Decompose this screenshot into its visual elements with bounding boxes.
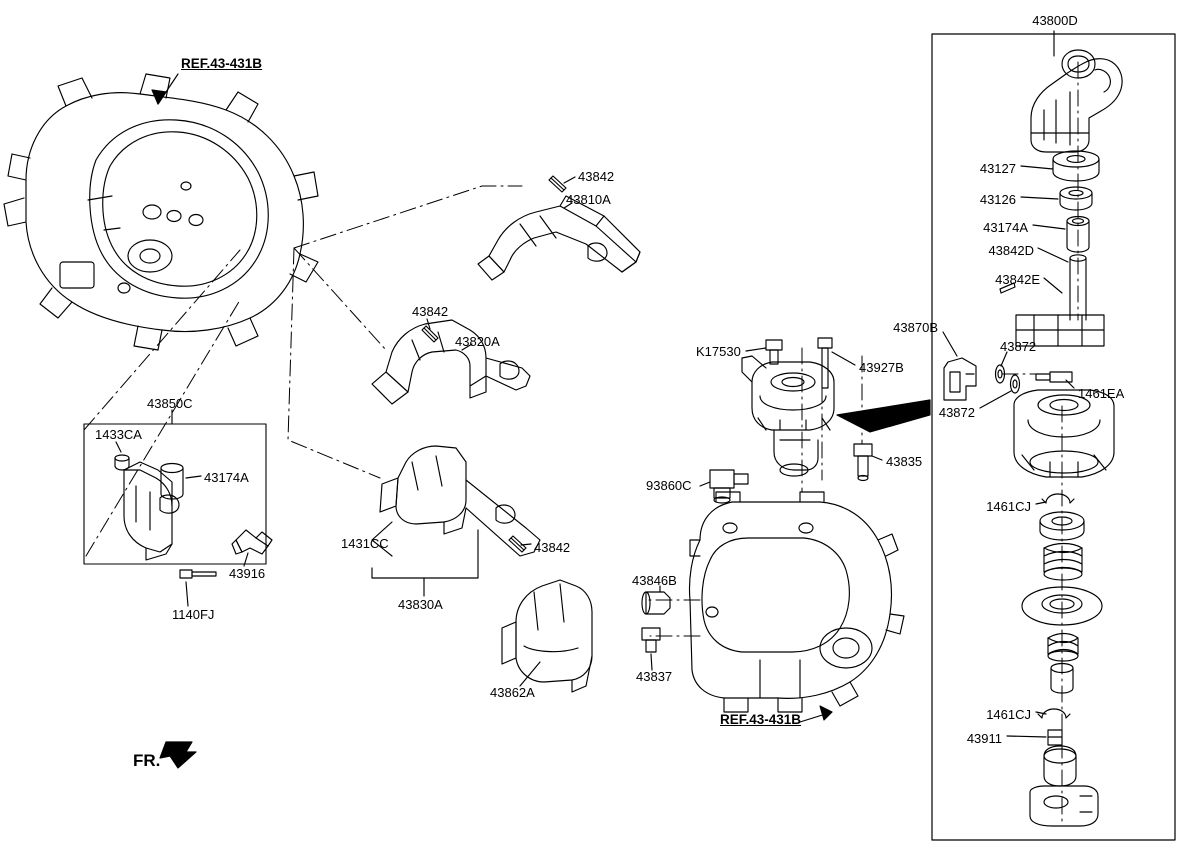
part-label-43842D: 43842D bbox=[988, 243, 1034, 258]
part-label-43862A: 43862A bbox=[490, 685, 535, 700]
part-43850C-bracket bbox=[124, 462, 179, 560]
part-43842-pin-right bbox=[509, 536, 526, 552]
part-label-43126: 43126 bbox=[979, 192, 1016, 207]
part-label-1433CA: 1433CA bbox=[95, 427, 142, 442]
part-transmission-case-left bbox=[4, 74, 318, 350]
part-label-43174A-right: 43174A bbox=[983, 220, 1028, 235]
part-label-43846B: 43846B bbox=[632, 573, 677, 588]
part-K17530-bolt bbox=[766, 340, 782, 364]
part-label-43927B: 43927B bbox=[859, 360, 904, 375]
part-43810A-fork bbox=[478, 196, 640, 280]
part-transmission-case-bottom bbox=[689, 492, 904, 712]
leader-93860C bbox=[700, 482, 710, 486]
part-label-43820A: 43820A bbox=[455, 334, 500, 349]
panel-43800D-border bbox=[932, 34, 1175, 840]
part-label-43842-right: 43842 bbox=[534, 540, 571, 555]
part-1140FJ-bolt bbox=[180, 570, 216, 578]
part-43927B-bolt bbox=[818, 338, 832, 388]
part-43837-bolt bbox=[642, 628, 660, 652]
panel-label-43800D: 43800D bbox=[1032, 13, 1078, 28]
front-direction-label: FR. bbox=[133, 751, 161, 770]
part-label-1140FJ: 1140FJ bbox=[172, 607, 215, 622]
part-label-43842-top: 43842 bbox=[578, 169, 615, 184]
box-43850C bbox=[84, 424, 266, 564]
arrowhead-ref-bottom bbox=[820, 706, 832, 720]
part-label-1461CJ-bottom: 1461CJ bbox=[986, 707, 1031, 722]
part-label-43830A: 43830A bbox=[398, 597, 443, 612]
leader-43837 bbox=[651, 654, 652, 670]
fr-direction-arrow bbox=[160, 742, 196, 768]
part-label-1461CJ-top: 1461CJ bbox=[986, 499, 1031, 514]
leader-1140FJ bbox=[186, 582, 188, 606]
part-label-93860C: 93860C bbox=[646, 478, 692, 493]
part-label-43835: 43835 bbox=[886, 454, 923, 469]
part-label-43842E: 43842E bbox=[995, 272, 1040, 287]
leader-K17530 bbox=[746, 348, 766, 351]
part-43835-plug bbox=[854, 444, 872, 481]
part-label-43911: 43911 bbox=[966, 731, 1002, 746]
leader-43842-top bbox=[564, 177, 575, 183]
connector-arrow-band bbox=[837, 400, 930, 432]
part-label-43810A: 43810A bbox=[566, 192, 611, 207]
part-43846B-plug bbox=[642, 592, 670, 614]
leader-43927B bbox=[832, 352, 855, 365]
part-label-43870B: 43870B bbox=[893, 320, 938, 335]
part-label-K17530: K17530 bbox=[696, 344, 741, 359]
leader-1433CA bbox=[116, 442, 121, 452]
part-label-43850C: 43850C bbox=[147, 396, 193, 411]
part-label-43127: 43127 bbox=[979, 161, 1016, 176]
leader-43835 bbox=[872, 456, 882, 460]
part-43820A-fork bbox=[372, 320, 530, 404]
part-shift-control-assembly-mid bbox=[742, 356, 834, 476]
part-label-43842-middle: 43842 bbox=[412, 304, 449, 319]
reference-label-bottom: REF.43-431B bbox=[720, 712, 802, 727]
part-label-1461EA: 1461EA bbox=[1078, 386, 1125, 401]
part-label-43916: 43916 bbox=[229, 566, 266, 581]
part-1433CA-bolt bbox=[115, 455, 129, 470]
leader-43174A-left bbox=[186, 476, 201, 478]
part-label-1431CC: 1431CC bbox=[341, 536, 389, 551]
part-label-43837: 43837 bbox=[636, 669, 673, 684]
part-label-43872-top: 43872 bbox=[1000, 339, 1037, 354]
part-label-43174A-left: 43174A bbox=[204, 470, 249, 485]
leader-43862A bbox=[520, 662, 540, 686]
part-43842-pin-top bbox=[549, 176, 566, 192]
reference-label-top-left: REF.43-431B bbox=[181, 56, 263, 71]
part-label-43872-bottom: 43872 bbox=[938, 405, 975, 420]
part-43862A-fork bbox=[502, 580, 592, 692]
